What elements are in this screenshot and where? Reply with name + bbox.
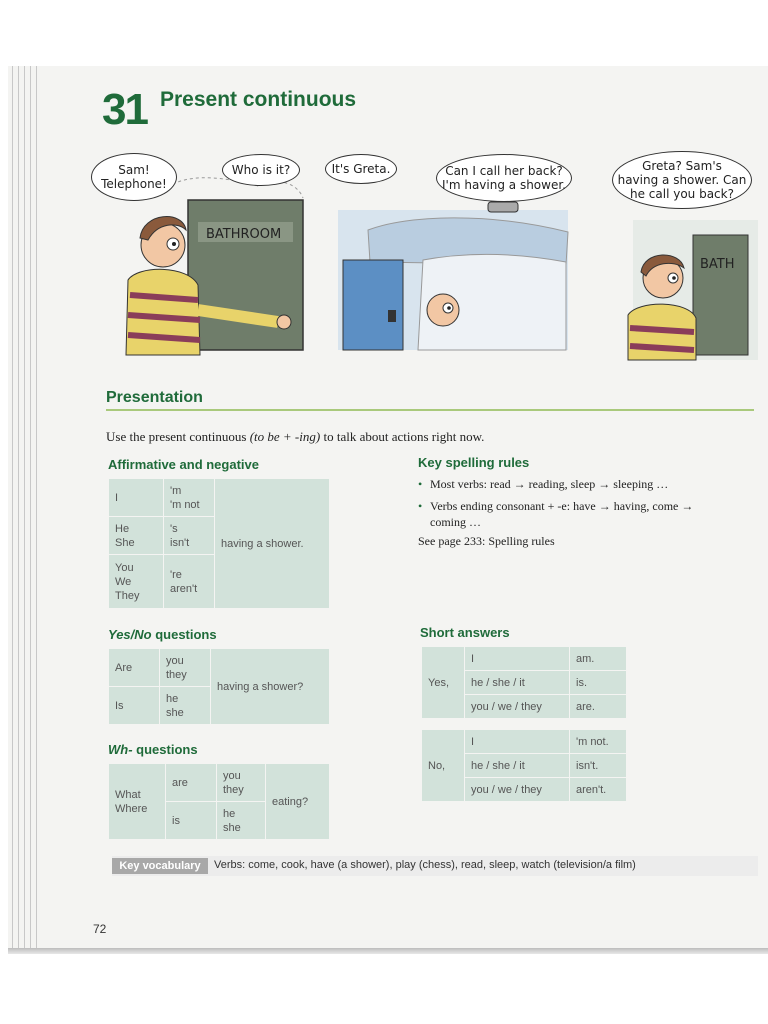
- unit-number: 31: [102, 85, 147, 134]
- subject-cell: you they: [160, 649, 211, 687]
- affirmative-heading: Affirmative and negative: [108, 457, 259, 472]
- subject-cell: you / we / they: [465, 778, 570, 802]
- speech-bubble-4: Can I call her back? I'm having a shower.: [436, 154, 572, 202]
- subject-cell: I: [109, 479, 164, 517]
- wh-heading: Wh- questions: [108, 742, 198, 757]
- verb-cell: isn't.: [570, 754, 627, 778]
- subject-cell: I: [465, 647, 570, 671]
- intro-text: Use the present continuous (to be + -ing) to talk about actions right now.: [106, 429, 485, 444]
- door-sign-1: BATHROOM: [206, 227, 282, 242]
- speech-bubble-1: Sam! Telephone!: [91, 153, 177, 201]
- door-sign-2: BATH: [700, 257, 735, 272]
- page-edges: [8, 66, 42, 951]
- spelling-reference: See page 233: Spelling rules: [418, 534, 555, 548]
- spelling-rules-list: [418, 476, 718, 536]
- speech-bubble-5: Greta? Sam's having a shower. Can he call you back?: [612, 151, 752, 209]
- spelling-heading: Key spelling rules: [418, 455, 530, 470]
- short-answers-yes-table: [421, 646, 627, 719]
- verb-cell: is.: [570, 671, 627, 695]
- wh-table: [108, 763, 330, 840]
- speech-bubble-2: Who is it?: [222, 154, 300, 186]
- yesno-heading: Yes/No questions: [108, 627, 217, 642]
- verb-cell: are: [166, 764, 217, 802]
- verb-cell: am.: [570, 647, 627, 671]
- verb-cell: 're aren't: [164, 555, 215, 609]
- subject-cell: he she: [217, 802, 266, 840]
- verb-cell: Is: [109, 687, 160, 725]
- subject-cell: You We They: [109, 555, 164, 609]
- vocabulary-text: Verbs: come, cook, have (a shower), play (chess), read, sleep, watch (television/a film): [214, 859, 636, 871]
- cartoon-panel-2: [338, 202, 568, 350]
- short-answers-no-table: [421, 729, 627, 802]
- subject-cell: I: [465, 730, 570, 754]
- verb-cell: are.: [570, 695, 627, 719]
- presentation-heading: Presentation: [106, 389, 203, 406]
- spelling-rule: • Verbs ending consonant + -e: have → having, come → coming …: [418, 498, 718, 530]
- verb-cell: 's isn't: [164, 517, 215, 555]
- subject-cell: you they: [217, 764, 266, 802]
- verb-cell: aren't.: [570, 778, 627, 802]
- vocabulary-tag: Key vocabulary: [112, 858, 208, 874]
- subject-cell: he she: [160, 687, 211, 725]
- page-number: 72: [93, 922, 107, 936]
- complement-cell: having a shower?: [211, 649, 330, 725]
- subject-cell: he / she / it: [465, 671, 570, 695]
- yesno-table: [108, 648, 330, 725]
- speech-bubble-3: It's Greta.: [325, 154, 397, 184]
- section-divider: [106, 409, 754, 411]
- unit-title: Present continuous: [160, 88, 357, 111]
- verb-cell: 'm 'm not: [164, 479, 215, 517]
- wh-word-cell: What Where: [109, 764, 166, 840]
- subject-cell: he / she / it: [465, 754, 570, 778]
- short-answers-heading: Short answers: [420, 625, 510, 640]
- subject-cell: you / we / they: [465, 695, 570, 719]
- verb-cell: is: [166, 802, 217, 840]
- verb-cell: Are: [109, 649, 160, 687]
- cartoon-panel-1: [126, 178, 303, 355]
- answer-label-cell: No,: [422, 730, 465, 802]
- cartoon-panel-3: [628, 220, 758, 360]
- complement-cell: eating?: [266, 764, 330, 840]
- page-shadow: [8, 948, 768, 954]
- spelling-rule: • Most verbs: read → reading, sleep → sleeping …: [418, 476, 718, 492]
- affirmative-table: [108, 478, 330, 609]
- subject-cell: He She: [109, 517, 164, 555]
- answer-label-cell: Yes,: [422, 647, 465, 719]
- complement-cell: having a shower.: [215, 479, 330, 609]
- verb-cell: 'm not.: [570, 730, 627, 754]
